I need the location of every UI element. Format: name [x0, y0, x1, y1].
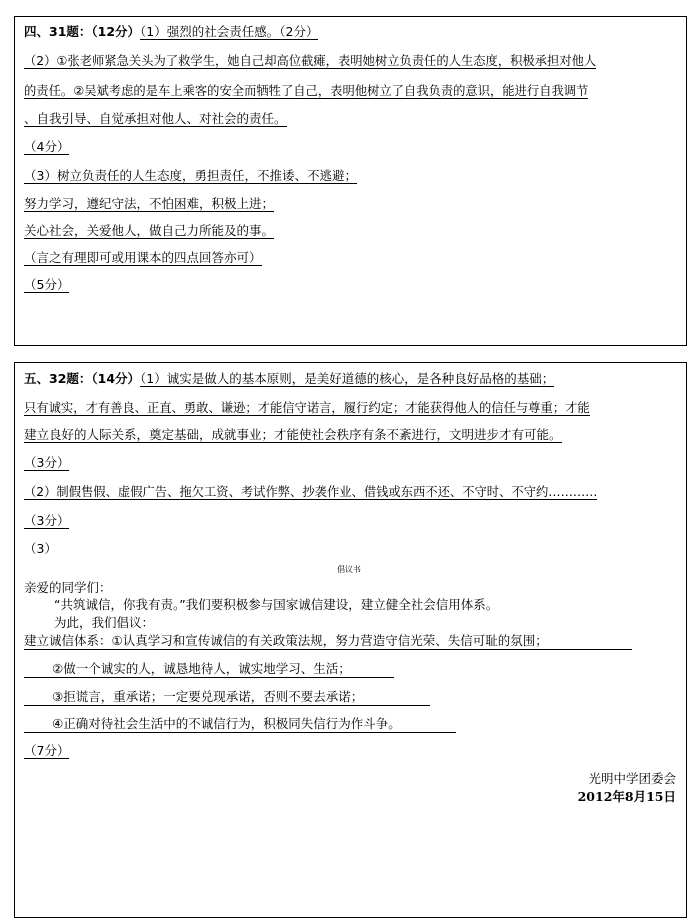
q31-note: （言之有理即可或用课本的四点回答亦可） [24, 250, 262, 265]
q32-score-1: （3分） [24, 455, 70, 470]
q31-answer-3: （3）树立负责任的人生态度，勇担责任，不推诿、不逃避； [24, 168, 357, 183]
q31-line-1 [24, 24, 318, 40]
q31-answer-2-end: 、自我引导、自觉承担对他人、对社会的责任。 [24, 111, 287, 126]
q32-answer-1: （1）诚实是做人的基本原则，是美好道德的核心，是各种良好品格的基础； [140, 371, 555, 386]
q31-answer-3-b: 努力学习，遵纪守法，不怕困难，积极上进； [24, 196, 275, 211]
proposal-title: 倡议书 [337, 565, 361, 574]
q32-answer-1-c: 建立良好的人际关系，奠定基础，成就事业；才能使社会秩序有条不紊进行，文明进步才有可能。 [24, 427, 562, 442]
signature: 光明中学团委会 [588, 771, 676, 786]
q32-line-1 [24, 371, 554, 387]
q32-score-2: （3分） [24, 513, 70, 528]
q32-answer-2: （2）制假售假、虚假广告、拖欠工资、考试作弊、抄袭作业、借钱或东西不还、不守时、不守约………… [24, 485, 598, 499]
proposal-item-1: 建立诚信体系：①认真学习和宣传诚信的有关政策法规，努力营造守信光荣、失信可耻的氛围； [24, 633, 632, 649]
q31-answer-2: （2）①张老师紧急关头为了救学生，她自己却高位截瘫，表明她树立负责任的人生态度，积极承担对他人 [24, 54, 597, 68]
date: 2012年8月15日 [577, 789, 676, 804]
q32-heading: 五、32题：（14分） [24, 371, 141, 386]
q31-score-2: （4分） [24, 139, 70, 154]
q31-score-3: （5分） [24, 277, 70, 292]
q32-part-3: （3） [24, 541, 57, 556]
q32-answer-1-b: 只有诚实，才有善良、正直、勇敢、谦逊；才能信守诺言，履行约定；才能获得他人的信任与尊重；才能 [24, 401, 590, 415]
q31-answer-2-cont: 的责任。②吴斌考虑的是车上乘客的安全而牺牲了自己，表明他树立了自我负责的意识，能进行自我调节 [24, 84, 589, 98]
q31-heading: 四、31题：（12分） [24, 24, 141, 39]
proposal-greeting: 亲爱的同学们： [24, 580, 112, 595]
q31-answer-3-c: 关心社会，关爱他人，做自己力所能及的事。 [24, 223, 275, 238]
proposal-paragraph-2: 为此，我们倡议： [54, 615, 155, 630]
proposal-paragraph-1: “共筑诚信，你我有责。”我们要积极参与国家诚信建设，建立健全社会信用体系。 [54, 597, 499, 612]
proposal-item-4: ④正确对待社会生活中的不诚信行为，积极同失信行为作斗争。 [24, 716, 456, 732]
q31-answer-1: （1）强烈的社会责任感。（2分） [140, 24, 319, 39]
q32-score-3: （7分） [24, 743, 70, 758]
proposal-item-3: ③拒谎言，重承诺；一定要兑现承诺，否则不要去承诺； [24, 689, 430, 705]
proposal-item-2: ②做一个诚实的人，诚恳地待人，诚实地学习、生活； [24, 661, 394, 677]
